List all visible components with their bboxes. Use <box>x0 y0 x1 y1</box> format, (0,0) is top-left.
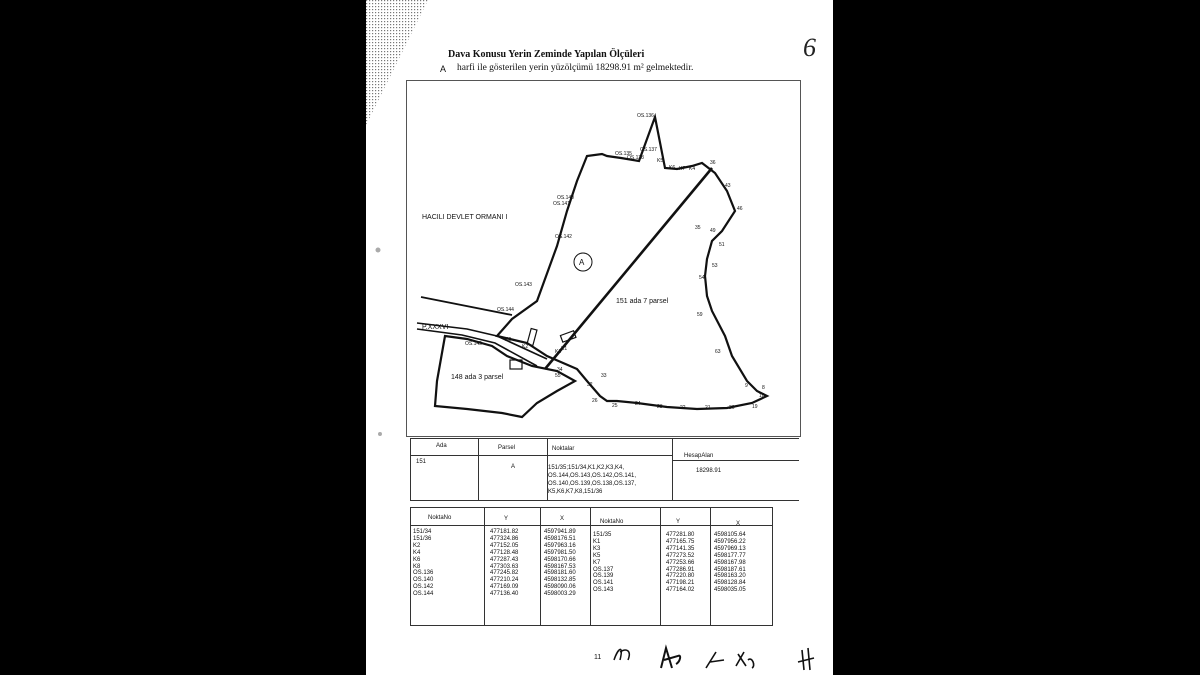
scanned-document-page <box>366 0 833 675</box>
map-point-label: K1 <box>561 346 568 352</box>
handwritten-page-number: 6 <box>803 33 816 62</box>
map-point-label: 24 <box>635 401 641 407</box>
map-point-label: 55 <box>555 373 561 379</box>
column-y-left: 477181.82 477324.86 477152.05 477128.48 477287.43 477303.63 477245.82 477210.24 477169.09 477136.40 <box>490 529 519 598</box>
map-point-label: OS.137 <box>640 147 657 153</box>
header-noktano-right: NoktaNo <box>600 519 624 525</box>
map-point-label: OS.144 <box>497 307 514 313</box>
map-point-label: 36 <box>710 160 716 166</box>
map-point-label: 51 <box>719 242 725 248</box>
header-parsel: Parsel <box>498 445 516 451</box>
cell-alan: 18298.91 <box>696 468 722 474</box>
map-point-label: OS.141 <box>553 201 570 207</box>
road-label: P.XXXVI <box>422 324 449 331</box>
map-point-label: OS.140 <box>557 195 574 201</box>
footer-page-number: 11 <box>594 654 602 661</box>
map-point-label: 46 <box>737 206 743 212</box>
map-point-label: K3 <box>505 337 512 343</box>
parcel-map-frame <box>406 80 801 437</box>
map-point-label: 59 <box>697 312 703 318</box>
map-point-label: 43 <box>725 183 731 189</box>
map-point-label: 20 <box>729 405 735 411</box>
column-noktano-right: 151/35 K1 K3 K5 K7 OS.137 OS.139 OS.141 OS.143 <box>593 532 614 594</box>
cell-noktalar-2: OS.144,OS.143,OS.142,OS.141, <box>548 473 637 479</box>
map-point-label: K1 <box>555 349 562 355</box>
column-noktano-left: 151/34 151/36 K2 K4 K6 K8 OS.136 OS.140 OS.142 OS.144 <box>413 529 434 598</box>
map-point-label: 8 <box>762 385 765 391</box>
cell-parsel: A <box>511 464 516 470</box>
map-point-label: 49 <box>710 228 716 234</box>
map-point-label: 25 <box>612 403 618 409</box>
scan-specks <box>370 240 390 440</box>
header-x-left: X <box>560 516 565 522</box>
map-point-label: OS.142 <box>555 234 572 240</box>
map-point-label: 9 <box>745 383 748 389</box>
map-point-label: K5 <box>657 158 664 164</box>
bullet-letter: A <box>440 64 447 74</box>
cell-noktalar-3: OS.140,OS.139,OS.138,OS.137, <box>548 481 637 487</box>
parcel-151-7-label: 151 ada 7 parsel <box>616 298 669 305</box>
map-point-label: 18 <box>759 393 765 399</box>
document-subtitle: harfi ile gösterilen yerin yüzölçümü 18298.91 m² gelmektedir. <box>457 63 694 73</box>
column-x-left: 4597941.89 4598176.51 4597963.16 4597981.50 4598170.66 4598167.53 4598181.60 4598132.85 4598090.06 4598003.29 <box>544 529 576 598</box>
map-point-label: K4 <box>689 166 696 172</box>
map-point-label: K7 <box>679 166 686 172</box>
header-y-right: Y <box>676 519 681 525</box>
header-hesapalan: HesapAlan <box>684 453 714 459</box>
area-table <box>410 438 799 500</box>
map-point-label: 19 <box>752 404 758 410</box>
map-point-label: 34 <box>557 367 563 373</box>
handwritten-initials <box>606 630 826 675</box>
parcel-148-3-label: 148 ada 3 parsel <box>451 374 504 381</box>
coordinate-table <box>410 507 773 625</box>
forest-label: HACILI DEVLET ORMANI I <box>422 214 508 221</box>
map-point-label: 21 <box>705 405 711 411</box>
map-point-label: OS.145 <box>465 341 482 347</box>
header-noktalar: Noktalar <box>552 446 575 452</box>
map-point-label: 35 <box>695 225 701 231</box>
map-point-label: 53 <box>712 263 718 269</box>
map-point-label: K2 <box>522 344 529 350</box>
map-point-label: OS.138 <box>627 155 644 161</box>
map-point-label: K6 <box>669 165 676 171</box>
map-point-label: 22 <box>680 405 686 411</box>
header-y-left: Y <box>504 516 509 522</box>
header-ada: Ada <box>436 443 447 449</box>
map-point-label: OS.136 <box>637 113 654 119</box>
map-point-label: OS.143 <box>515 282 532 288</box>
column-x-right: 4598105.64 4597956.22 4597969.13 4598177.77 4598167.98 4598187.61 4598163.20 4598128.84 4598035.05 <box>714 532 746 594</box>
map-point-label: 54 <box>699 275 705 281</box>
cell-noktalar-1: 151/35;151/34,K1,K2,K3,K4, <box>548 465 625 471</box>
map-point-label: 26 <box>592 398 598 404</box>
map-point-label: 32 <box>587 382 593 388</box>
cell-noktalar-4: K5,K6,K7,K8,151/36 <box>548 489 603 495</box>
map-point-label: 63 <box>715 349 721 355</box>
area-a-label: A <box>579 258 585 267</box>
parcel-map <box>407 81 800 436</box>
cell-ada: 151 <box>416 459 427 465</box>
map-point-label: OS.135 <box>615 151 632 157</box>
map-point-label: 23 <box>657 404 663 410</box>
header-x-right: X <box>736 521 741 527</box>
document-title: Dava Konusu Yerin Zeminde Yapılan Ölçüleri <box>448 49 645 60</box>
map-point-label: 33 <box>601 373 607 379</box>
column-y-right: 477281.80 477165.75 477141.35 477273.52 477253.66 477286.91 477220.80 477198.21 477164.02 <box>666 532 695 594</box>
header-noktano-left: NoktaNo <box>428 515 452 521</box>
